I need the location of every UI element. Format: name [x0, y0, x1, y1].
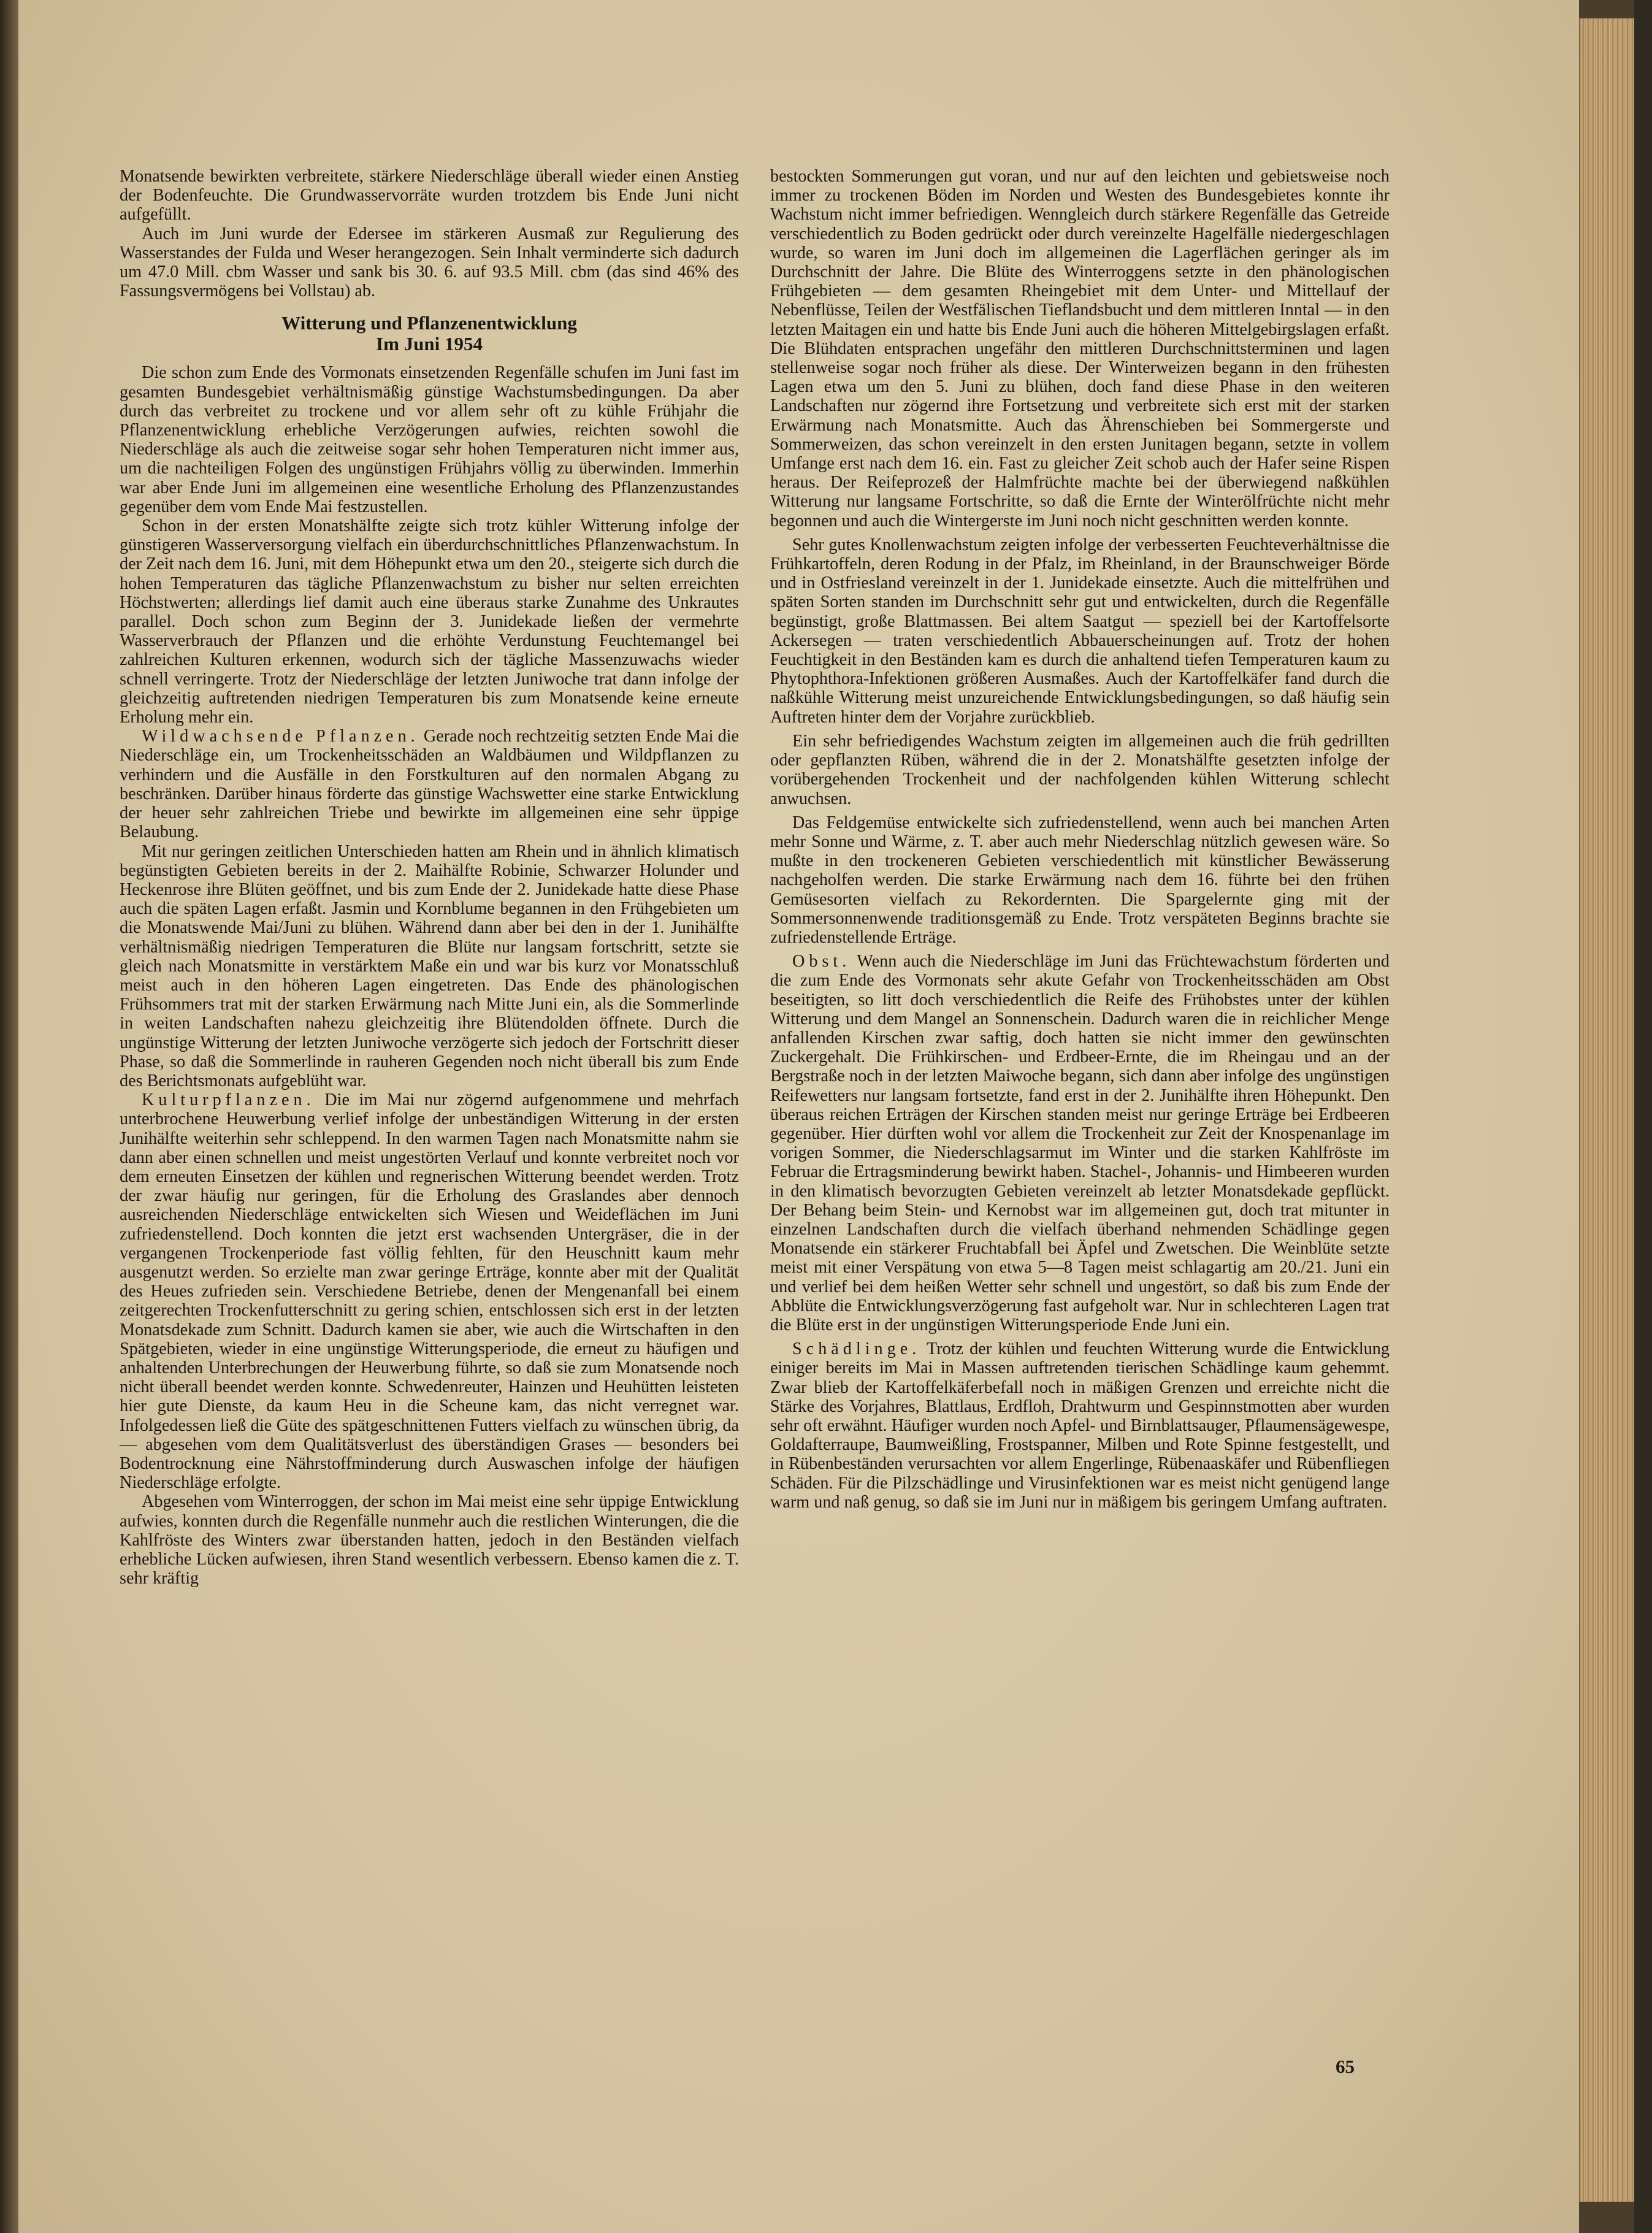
paragraph [770, 1339, 1390, 1512]
paragraph: Das Feldgemüse entwickelte sich zufriedenstellend, wenn auch bei manchen Arten mehr Sonne und Wärme, z. T. aber auch mehr Niederschlag nützlich gewesen wäre. So mußte in den trockeneren Gebieten verschiedentlich mit künstlicher Bewässerung nachgeholfen werden. Die starke Erwärmung nach dem 16. führte bei den frühen Gemüsesorten vielfach zu Rekordernten. Die Spargelernte ging mit der Sommersonnenwende traditionsgemäß zu Ende. Trotz verspäteten Beginns brachte sie zufriedenstellende Erträge. [770, 813, 1390, 947]
paragraph: Mit nur geringen zeitlichen Unterschieden hatten am Rhein und in ähnlich klimatisch begünstigten Gebieten bereits in der 2. Maihälfte Robinie, Schwarzer Holunder und Heckenrose ihre Blüten geöffnet, und bis zum Ende der 2. Junidekade hatte diese Phase auch die späten Lagen erfaßt. Jasmin und Kornblume begannen in den Frühgebieten um die Monatswende Mai/Juni zu blühen. Während dann aber bei den in der 1. Junihälfte verhältnismäßig niedrigen Temperaturen die Blüte nur langsam fortschritt, setzte sie gleich nach Monatsmitte in verstärktem Maße ein und war bis kurz vor Monatsschluß meist auch in den höheren Lagen eingetreten. Das Ende des phänologischen Frühsommers trat mit der starken Erwärmung nach Mitte Juni ein, als die Sommerlinde in weiten Landschaften nahezu gleichzeitig ihre Blütendolden öffnete. Durch die ungünstige Witterung der letzten Juniwoche verzögerte sich jedoch der Fortschritt dieser Phase, so daß die Sommerlinde in rauheren Gegenden noch nicht überall bis zum Ende des Berichtsmonats aufgeblüht war. [120, 841, 739, 1090]
paragraph: Schon in der ersten Monatshälfte zeigte sich trotz kühler Witterung infolge der günstigeren Wasserversorgung vielfach ein überdurchschnittliches Pflanzenwachstum. In der Zeit nach dem 16. Juni, mit dem Höhepunkt etwa um den 20., steigerte sich durch die hohen Temperaturen das tägliche Pflanzenwachstum zu bisher nur selten erreichten Höchstwerten; allerdings lief damit auch eine überaus starke Zunahme des Unkrautes parallel. Doch schon zum Beginn der 3. Junidekade ließen der vermehrte Wasserverbrauch der Pflanzen und die erhöhte Verdunstung Feuchtemangel bei zahlreichen Kulturen erkennen, wodurch sich der tägliche Massenzuwachs wieder schnell verringerte. Trotz der Niederschläge der letzten Juniwoche trat dann infolge der gleichzeitig auftretenden niedrigen Temperaturen bis zum Monatsende keine erneute Erholung mehr ein. [120, 516, 739, 727]
paragraph: Die schon zum Ende des Vormonats einsetzenden Regenfälle schufen im Juni fast im gesamten Bundesgebiet verhältnismäßig günstige Wachstumsbedingungen. Da aber durch das verbreitet zu trockene und vor allem sehr oft zu kühle Frühjahr die Pflanzenentwicklung erhebliche Verzögerungen aufwies, reichten sowohl die Niederschläge als auch die zeitweise sogar sehr hohen Temperaturen nicht immer aus, um die nachteiligen Folgen des ungünstigen Frühjahrs völlig zu überwinden. Immerhin war aber Ende Juni im allgemeinen eine wesentliche Erholung des Pflanzenzustandes gegenüber dem vom Ende Mai festzustellen. [120, 363, 739, 516]
paragraph [770, 952, 1390, 1335]
paragraph-lead: Schädlinge. [792, 1339, 921, 1359]
heading-line-2: Im Juni 1954 [376, 333, 483, 355]
paragraph [120, 1090, 739, 1492]
paragraph: bestockten Sommerungen gut voran, und nur auf den leichten und gebietsweise noch immer zu trockenen Böden im Norden und Westen des Bundesgebietes konnte ihr Wachstum nicht immer befriedigen. Wenngleich durch stärkere Regenfälle das Getreide verschiedentlich zu Boden gedrückt oder durch vereinzelte Hagelfälle niedergeschlagen wurde, so waren im Juni doch im allgemeinen die Lagerflächen geringer als im Durchschnitt der Jahre. Die Blüte des Winterroggens setzte in den phänologischen Frühgebieten — dem gesamten Rheingebiet mit dem Unter- und Mittellauf der Nebenflüsse, Teilen der Westfälischen Tieflandsbucht und dem mittleren Inntal — in den letzten Maitagen ein und hatte bis Ende Juni auch die höheren Mittelgebirgslagen erfaßt. Die Blühdaten entsprachen ungefähr den mittleren Durchschnittsterminen und lagen stellenweise sogar noch früher als diese. Der Winterweizen begann in den frühesten Lagen etwa um den 5. Juni zu blühen, doch fand diese Phase in den weiteren Landschaften nur zögernd ihre Fortsetzung und verbreitete sich erst mit der starken Erwärmung nach Monatsmitte. Auch das Ährenschieben bei Sommergerste und Sommerweizen, das schon vereinzelt in den ersten Junitagen begann, setzte in vollem Umfange erst nach dem 16. ein. Fast zu gleicher Zeit schob auch der Hafer seine Rispen heraus. Der Reifeprozeß der Halmfrüchte machte bei der überwiegend naßkühlen Witterung nur langsame Fortschritte, so daß die Ernte der Winterölfrüchte nicht mehr begonnen und auch die Wintergerste im Juni noch nicht geschnitten werden konnte. [770, 167, 1390, 530]
paragraph-body: Wenn auch die Niederschläge im Juni das Früchtewachstum förderten und die zum Ende des Vormonats sehr akute Gefahr von Trockenheitsschäden am Obst beseitigten, so litt doch verschiedentlich die Reife des Frühobstes unter der kühlen Witterung und dem Mangel an Sonnenschein. Dadurch waren die in reichlicher Menge anfallenden Kirschen zwar saftig, doch hatten sie nicht immer den gewünschten Zuckergehalt. Die Frühkirschen- und Erdbeer-Ernte, die im Rheingau und an der Bergstraße noch in der letzten Maiwoche begann, sich dann aber infolge des ungünstigen Reifewetters nur langsam fortsetzte, fand erst in der 2. Junihälfte ihren Höhepunkt. Den überaus reichen Erträgen der Kirschen standen meist nur geringe Erträge bei Erdbeeren gegenüber. Hier dürften wohl vor allem die Trockenheit zur Zeit der Knospenanlage im vorigen Sommer, die Niederschlagsarmut im Winter und die starken Kahlfröste im Februar die Ertragsminderung bewirkt haben. Stachel-, Johannis- und Himbeeren wurden in den klimatisch bevorzugten Gebieten vereinzelt ab letzter Monatsdekade gepflückt. Der Behang beim Stein- und Kernobst war im allgemeinen gut, doch trat mitunter in einzelnen Landschaften durch die vielfach überhand nehmenden Schädlinge gegen Monatsende ein stärkerer Fruchtabfall bei Äpfel und Zwetschen. Die Weinblüte setzte meist mit einer Verspätung von etwa 5—8 Tagen meist schlagartig am 20./21. Juni ein und verlief bei dem heißen Wetter sehr schnell und ungestört, so daß bis zum Ende der Abblüte die Entwicklungsverzögerung fast aufgeholt war. Nur in schlechteren Lagen trat die Blüte erst in der ungünstigen Witterungsperiode Ende Juni ein. [770, 952, 1390, 1335]
paragraph-body: Trotz der kühlen und feuchten Witterung wurde die Entwicklung einiger bereits im Mai in Massen auftretenden tierischen Schädlinge kaum gehemmt. Zwar blieb der Kartoffelkäferbefall noch in mäßigen Grenzen und erreichte nicht die Stärke des Vorjahres, Blattlaus, Erdfloh, Drahtwurm und Gespinnstmotten aber wurden sehr oft erwähnt. Häufiger wurden noch Apfel- und Birnblattsauger, Pflaumensägewespe, Goldafterraupe, Baumweißling, Frostspanner, Milben und Rote Spinne festgestellt, und in Rübenbeständen verursachten vor allem Engerlinge, Rübenaaskäfer und Rübenfliegen Schäden. Für die Pilzschädlinge und Virusinfektionen war es meist nicht genügend lange warm und naß genug, so daß sie im Juni nur in mäßigem bis geringem Umfang auftraten. [770, 1339, 1390, 1512]
paragraph-lead: Obst. [792, 952, 851, 971]
heading-line-1: Witterung und Pflanzenentwicklung [281, 312, 577, 334]
left-column [120, 167, 739, 1588]
paragraph-lead: Wildwachsende Pflanzen. [142, 727, 419, 746]
section-heading [120, 313, 739, 354]
paragraph: Monatsende bewirkten verbreitete, stärkere Niederschläge überall wieder einen Anstieg der Bodenfeuchte. Die Grundwasservorräte wurden trotzdem bis Ende Juni nicht aufgefüllt. [120, 167, 739, 224]
page-number: 65 [1336, 2056, 1355, 2077]
paragraph: Ein sehr befriedigendes Wachstum zeigten im allgemeinen auch die früh gedrillten oder gepflanzten Rüben, während die in der 2. Monatshälfte gesetzten infolge der vorübergehenden Trockenheit und der nachfolgenden kühlen Witterung schlecht anwuchsen. [770, 731, 1390, 808]
paragraph-lead: Kulturpflanzen. [142, 1090, 315, 1110]
paragraph-body: Gerade noch rechtzeitig setzten Ende Mai die Niederschläge ein, um Trockenheitsschäden an Waldbäumen und Wildpflanzen zu verhindern und die Ausfälle in den Forstkulturen auf den normalen Abgang zu beschränken. Darüber hinaus förderte das günstige Wachswetter eine starke Entwicklung der heuer sehr zahlreichen Triebe und bewirkte im allgemeinen eine sehr üppige Belaubung. [120, 727, 740, 842]
paragraph: Auch im Juni wurde der Edersee im stärkeren Ausmaß zur Regulierung des Wasserstandes der Fulda und Weser herangezogen. Sein Inhalt verminderte sich dadurch um 47.0 Mill. cbm Wasser und sank bis 30. 6. auf 93.5 Mill. cbm (das sind 46% des Fassungsvermögens bei Vollstau) ab. [120, 224, 739, 301]
page [18, 0, 1579, 2233]
cover-edge [1634, 0, 1652, 2233]
page-edges [1579, 18, 1635, 2202]
paragraph-body: Die im Mai nur zögernd aufgenommene und mehrfach unterbrochene Heuwerbung verlief infolge der unbeständigen Witterung in der ersten Junihälfte weiterhin sehr schleppend. In den warmen Tagen nach Monatsmitte nahm sie dann aber einen schnellen und meist ungestörten Verlauf und konnte verbreitet noch vor dem erneuten Einsetzen der kühlen und regnerischen Witterung beendet werden. Trotz der zwar häufig nur geringen, für die Erholung des Graslandes aber dennoch ausreichenden Niederschläge entwickelten sich Wiesen und Weideflächen im Juni zufriedenstellend. Doch konnten die jetzt erst wachsenden Untergräser, die in der vergangenen Trockenperiode fast völlig fehlten, für den Heuschnitt kaum mehr ausgenutzt werden. So erzielte man zwar geringe Erträge, konnte aber mit der Qualität des Heues zufrieden sein. Verschiedene Betriebe, denen der Mengenanfall bei einem zeitgerechten Trockenfutterschnitt zu gering schien, entschlossen sich erst in der letzten Monatsdekade zum Schnitt. Dadurch kamen sie aber, wie auch die Wirtschaften in den Spätgebieten, wieder in eine ungünstige Witterungsperiode, die erneut zu häufigen und anhaltenden Unterbrechungen der Heuwerbung führte, so daß sie zum Monatsende noch nicht überall beendet werden konnte. Schwedenreuter, Hainzen und Heuhütten leisteten hier gute Dienste, da kaum Heu in die Scheune kam, das nicht verregnet war. Infolgedessen ließ die Güte des spätgeschnittenen Futters vielfach zu wünschen übrig, da — abgesehen vom dem Qualitätsverlust des überständigen Grases — besonders bei Bodentrocknung eine Nährstoffminderung durch Auswaschen infolge der häufigen Niederschläge erfolgte. [120, 1090, 739, 1493]
paragraph [120, 727, 739, 841]
paragraph: Abgesehen vom Winterroggen, der schon im Mai meist eine sehr üppige Entwicklung aufwies, konnten durch die Regenfälle nunmehr auch die restlichen Winterungen, die die Kahlfröste des Winters zwar überstanden hatten, jedoch in den Beständen vielfach erhebliche Lücken aufwiesen, ihren Stand wesentlich verbessern. Ebenso kamen die z. T. sehr kräftig [120, 1492, 739, 1588]
right-column [770, 167, 1390, 1512]
paragraph: Sehr gutes Knollenwachstum zeigten infolge der verbesserten Feuchteverhältnisse die Frühkartoffeln, deren Rodung in der Pfalz, im Rheinland, in der Braunschweiger Börde und in Ostfriesland vereinzelt in der 1. Junidekade einsetzte. Auch die mittelfrühen und späten Sorten standen im Durchschnitt sehr gut und entwickelten, durch die Regenfälle begünstigt, große Blattmassen. Bei altem Saatgut — speziell bei der Kartoffelsorte Ackersegen — traten verschiedentlich Abbauerscheinungen auf. Trotz der hohen Feuchtigkeit in den Beständen kam es durch die anhaltend tiefen Temperaturen kaum zu Phytophthora-Infektionen größeren Ausmaßes. Auch der Kartoffelkäfer fand durch die naßkühle Witterung meist unzureichende Entwicklungsbedingungen, so daß häufig sein Auftreten hinter dem der Vorjahre zurückblieb. [770, 535, 1390, 727]
